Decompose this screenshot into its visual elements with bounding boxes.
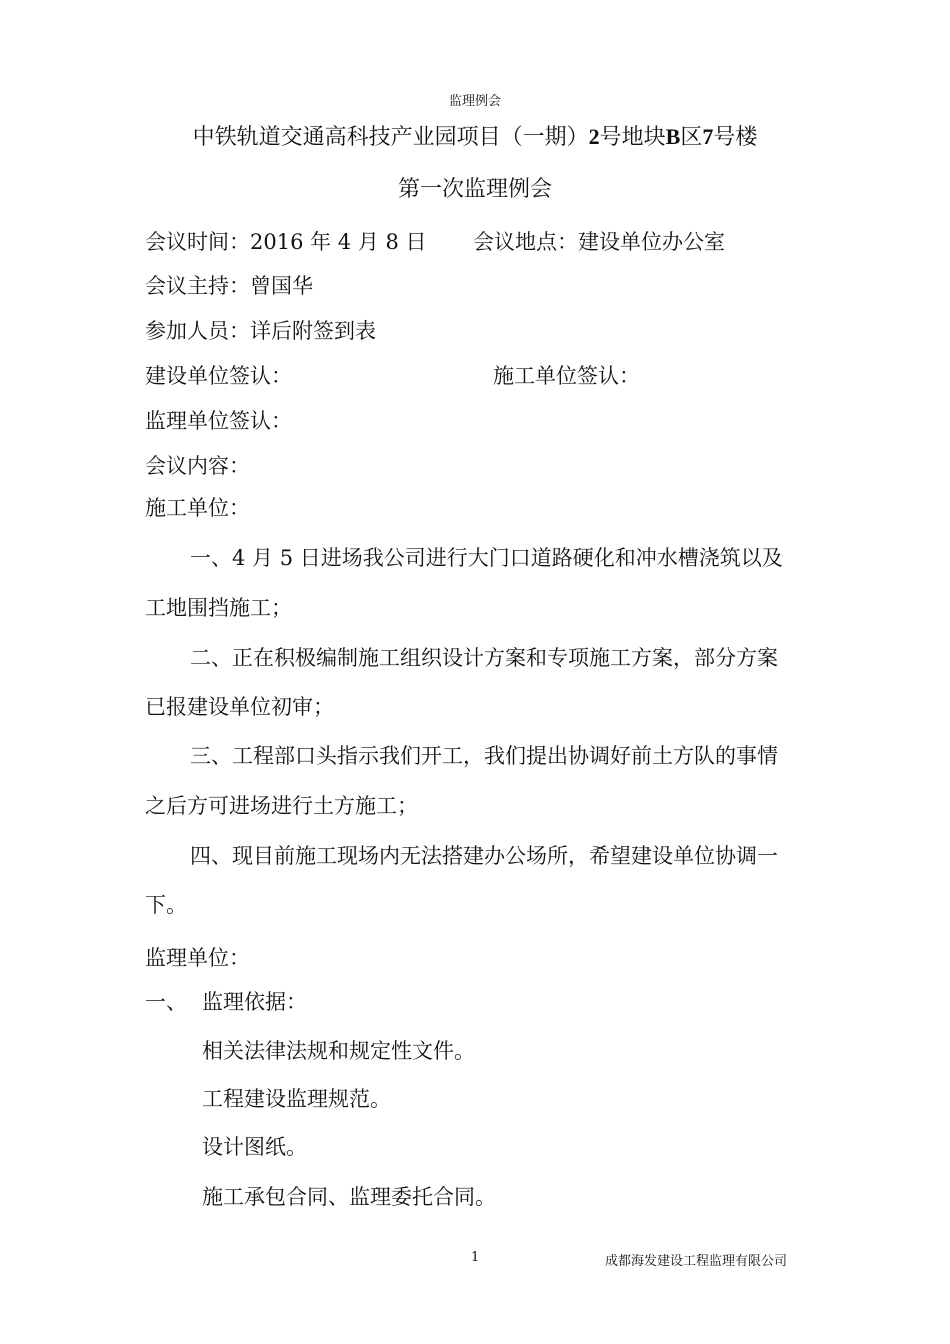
content-label: 会议内容： — [145, 454, 250, 478]
contractor-item-3-line-1: 三、工程部口头指示我们开工，我们提出协调好前土方队的事情 — [190, 744, 778, 768]
contractor-signature-label: 施工单位签认： — [493, 364, 640, 388]
basis-item-4: 施工承包合同、监理委托合同。 — [202, 1185, 496, 1209]
contractor-item-2-line-1: 二、正在积极编制施工组织设计方案和专项施工方案，部分方案 — [190, 646, 778, 670]
page-header-label: 监理例会 — [448, 94, 501, 109]
meeting-place: 会议地点：建设单位办公室 — [473, 230, 725, 254]
supervisor-section-1-title: 监理依据： — [202, 990, 307, 1014]
contractor-section-label: 施工单位： — [145, 496, 250, 520]
contractor-item-4-line-2: 下。 — [145, 893, 187, 917]
basis-item-2: 工程建设监理规范。 — [202, 1087, 391, 1111]
contractor-item-4-line-1: 四、现目前施工现场内无法搭建办公场所，希望建设单位协调一 — [190, 844, 778, 868]
contractor-item-1-line-2: 工地围挡施工； — [145, 596, 292, 620]
footer-company: 成都海发建设工程监理有限公司 — [605, 1254, 788, 1269]
title-part-g: 号楼 — [713, 125, 758, 150]
document-title — [0, 120, 950, 151]
supervisor-section-label: 监理单位： — [145, 946, 250, 970]
title-part-d: B — [665, 124, 681, 149]
contractor-item-3-line-2: 之后方可进场进行土方施工； — [145, 794, 418, 818]
title-part-f: 7 — [702, 124, 714, 149]
contractor-item-1-line-1: 一、4 月 5 日进场我公司进行大门口道路硬化和冲水槽浇筑以及 — [190, 546, 783, 570]
meeting-time: 会议时间：2016 年 4 月 8 日 — [145, 230, 427, 254]
supervisor-signature-label: 监理单位签认： — [145, 409, 292, 433]
owner-signature-label: 建设单位签认： — [145, 364, 292, 388]
title-part-a: 中铁轨道交通高科技产业园项目（一期） — [192, 125, 589, 150]
meeting-host: 会议主持：曾国华 — [145, 274, 313, 298]
document-subtitle: 第一次监理例会 — [397, 177, 552, 202]
basis-item-1: 相关法律法规和规定性文件。 — [202, 1039, 475, 1063]
title-part-b: 2 — [588, 124, 600, 149]
basis-item-3: 设计图纸。 — [202, 1135, 307, 1159]
contractor-item-2-line-2: 已报建设单位初审； — [145, 695, 334, 719]
meeting-attendees: 参加人员：详后附签到表 — [145, 319, 376, 343]
supervisor-section-1-number: 一、 — [145, 990, 187, 1014]
title-part-c: 号地块 — [599, 125, 666, 150]
title-part-e: 区 — [680, 125, 703, 150]
page-number: 1 — [471, 1250, 480, 1265]
